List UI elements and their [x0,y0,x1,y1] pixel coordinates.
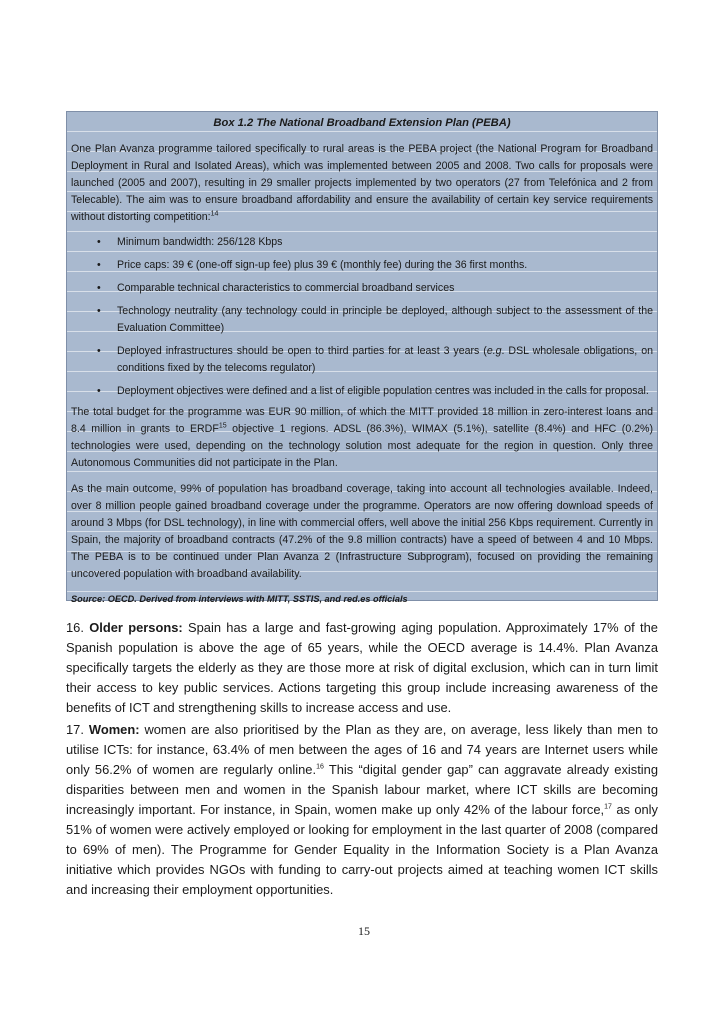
list-item: • Minimum bandwidth: 256/128 Kbps [67,234,653,251]
box-title: Box 1.2 The National Broadband Extension Plan (PEBA) [213,117,511,129]
list-item: • Deployed infrastructures should be open to third parties for at least 3 years (e.g. DSL wholesale obligations, on conditions fixed by the telecoms regulator) [97,345,653,374]
footnote-ref-15: 15 [218,422,227,430]
box-budget: The total budget for the programme was EUR 90 million, of which the MITT provided 18 million in zero-interest loans and 8.4 million in grants to ERDF$^{15}$ objective 1 regions. ADSL (86.3%), WIMAX (5.1%), satellite (8.4%) and HFC (0.2%) technologies were used, depending on the technology solution most adequate for the region in question. Only three Autonomous Communities did not participate in the Plan. [71,406,654,469]
page-number: 15 [358,924,370,938]
bullet-icon: • [97,305,101,317]
peba-box [66,111,658,604]
list-item: • Deployment objectives were defined and a list of eligible population centres was included in the calls for proposal. [67,383,653,400]
paragraph-17: 17. Women: women are also prioritised by the Plan as they are, on average, less likely than men to utilise ICTs: for instance, 63.4% of men between the ages of 16 and 74 years are Internet users while only 56.2% of women are regularly online.$^{16}$ This “digital gender gap” can aggravate already existing disparities between men and women in the Spanish labour market, where ICT skills are becoming increasingly important. For instance, in Spain, women make up only 42% of the labour force,$^{17}$ as only 51% of women were actively employed or looking for employment in the last quarter of 2008 (compared to 69% of men). The Programme for Gender Equality in the Information Society is a Plan Avanza initiative which provides NGOs with funding to carry-out projects aimed at teaching women ICT skills and increasing their employment opportunities. [66,722,658,897]
bullet-icon: • [97,259,101,271]
box-outcome: As the main outcome, 99% of population has broadband coverage, taking into account all technologies available. Indeed, over 8 million people gained broadband coverage under the programme. Operators are now offering download speeds of around 3 Mbps (for DSL technology), in line with commercial offers, well above the initial 256 Kbps requirement. Currently in Spain, the majority of broadband contracts (47.2% of the 9.8 million contracts) have a speed of between 4 and 10 Mbps. The PEBA is to be continued under Plan Avanza 2 (Infrastructure Subprogram), focused on providing the remaining uncovered population with broadband availability. [71,483,653,580]
box-source: Source: OECD. Derived from interviews with MITT, SSTIS, and red.es officials [71,594,408,604]
requirements-list [67,234,653,400]
bullet-icon: • [97,385,101,397]
paragraph-heading: Older persons: [89,620,183,635]
bullet-icon: • [97,236,101,248]
footnote-ref-14: 14 [210,210,219,218]
footnote-ref-17: 17 [604,803,612,811]
paragraph-16: 16. Older persons: Spain has a large and fast-growing aging population. Approximately 17% of the Spanish population is above the age of 65 years, while the OECD average is 14.4%. Plan Avanza specifically targets the elderly as they are those more at risk of digital exclusion, which can in turn limit their access to key public services. Actions targeting this group include increasing awareness of the benefits of ICT and strengthening skills to increase access and use. [66,620,658,715]
footnote-ref-16: 16 [316,763,324,771]
list-item: • Comparable technical characteristics to commercial broadband services [67,280,653,297]
paragraph-heading: Women: [88,722,140,737]
bullet-icon: • [97,345,101,357]
bullet-icon: • [97,282,101,294]
list-item: • Price caps: 39 € (one-off sign-up fee) plus 39 € (monthly fee) during the 36 first months. [67,257,653,274]
box-intro: One Plan Avanza programme tailored specifically to rural areas is the PEBA project (the National Program for Broadband Deployment in Rural and Isolated Areas), which was implemented between 2005 and 2008. Two calls for proposals were launched (2005 and 2007), resulting in 29 smaller projects implemented by two operators (27 from Telefónica and 2 from Telecable). The aim was to ensure broadband affordability and ensure the availability of certain key service requirements without distorting competition:$^{14}$ [71,143,653,223]
list-item: • Technology neutrality (any technology could in principle be deployed, although subject to the assessment of the Evaluation Committee) [97,305,653,334]
